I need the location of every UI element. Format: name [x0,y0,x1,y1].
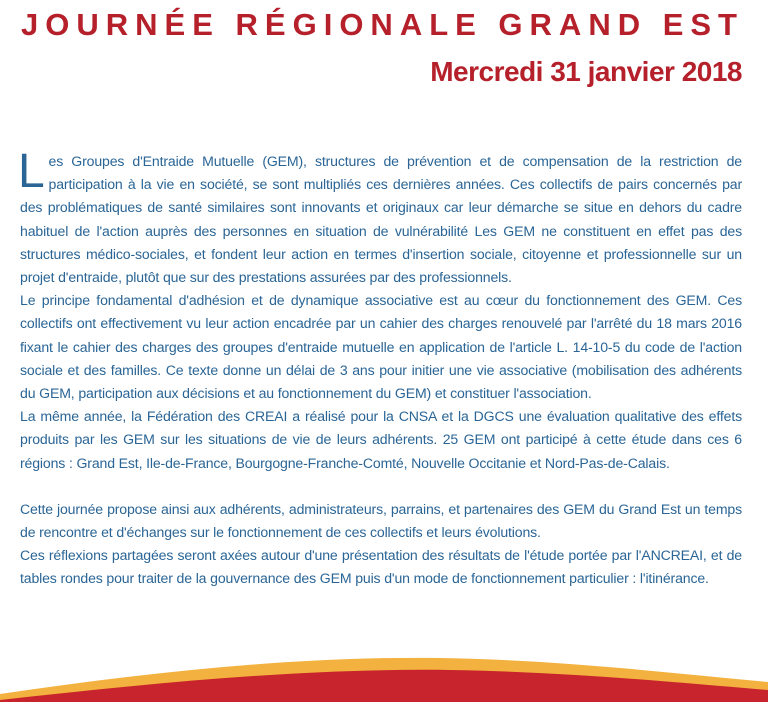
event-date: Mercredi 31 janvier 2018 [430,56,742,87]
decorative-wave [0,642,768,702]
paragraph-purpose: Cette journée propose ainsi aux adhérents, administrateurs, parrains, et partenaires des GEM du Grand Est un temps de rencontre et d'échanges sur le fonctionnement de ces collectifs et leurs évolutions. [20,500,742,541]
drop-cap: L [18,145,45,198]
paragraph-principle: Le principe fondamental d'adhésion et de dynamique associative est au cœur du fonctionnement des GEM. Ces collectifs ont effectivement vu leur action encadrée par un cahier des charges renouvelé par l'arrêté du 18 mars 2016 fixant le cahier des charges des groupes d'entraide mutuelle en application de l'article L. 14-10-5 du code de l'action sociale et des familles. Ce texte donne un délai de 3 ans pour initier une vie associative (mobilisation des adhérents du GEM, participation aux décisions et au fonctionnement du GEM) et constituer l'association. [20,292,742,402]
paragraph-spacer [20,475,742,498]
paragraph-intro [18,145,742,289]
paragraph-reflections: Ces réflexions partagées seront axées autour d'une présentation des résultats de l'étude portée par l'ANCREAI, et de tables rondes pour traiter de la gouvernance des GEM puis d'un mode de fonctionnement particulier : l'itinérance. [20,547,742,587]
description-text [18,145,742,591]
paragraph-study: La même année, la Fédération des CREAI a réalisé pour la CNSA et la DGCS une évaluation qualitative des effets produits par les GEM sur les situations de vie de leurs adhérents. 25 GEM ont participé à cette étude dans ces 6 régions : Grand Est, Ile-de-France, Bourgogne-Franche-Comté, Nouvelle Occitanie et Nord-Pas-de-Calais. [20,408,742,471]
event-title: JOURNÉE RÉGIONALE GRAND EST [21,7,744,42]
paragraph-intro-text: es Groupes d'Entraide Mutuelle (GEM), structures de prévention et de compensation de la restriction de participation à la vie en société, se sont multipliés ces dernières années. Ces collectifs de pairs concernés par des problématiques de santé similaires sont innovants et originaux car leur démarche se situe en dehors du cadre habituel de l'action auprès des personnes en situation de vulnérabilité Les GEM ne constituent en effet pas des structures médico-sociales, et fondent leur action en termes d'insertion sociale, citoyenne et professionnelle sur un projet d'entraide, plutôt que sur des prestations assurées par des professionnels. [20,153,742,286]
